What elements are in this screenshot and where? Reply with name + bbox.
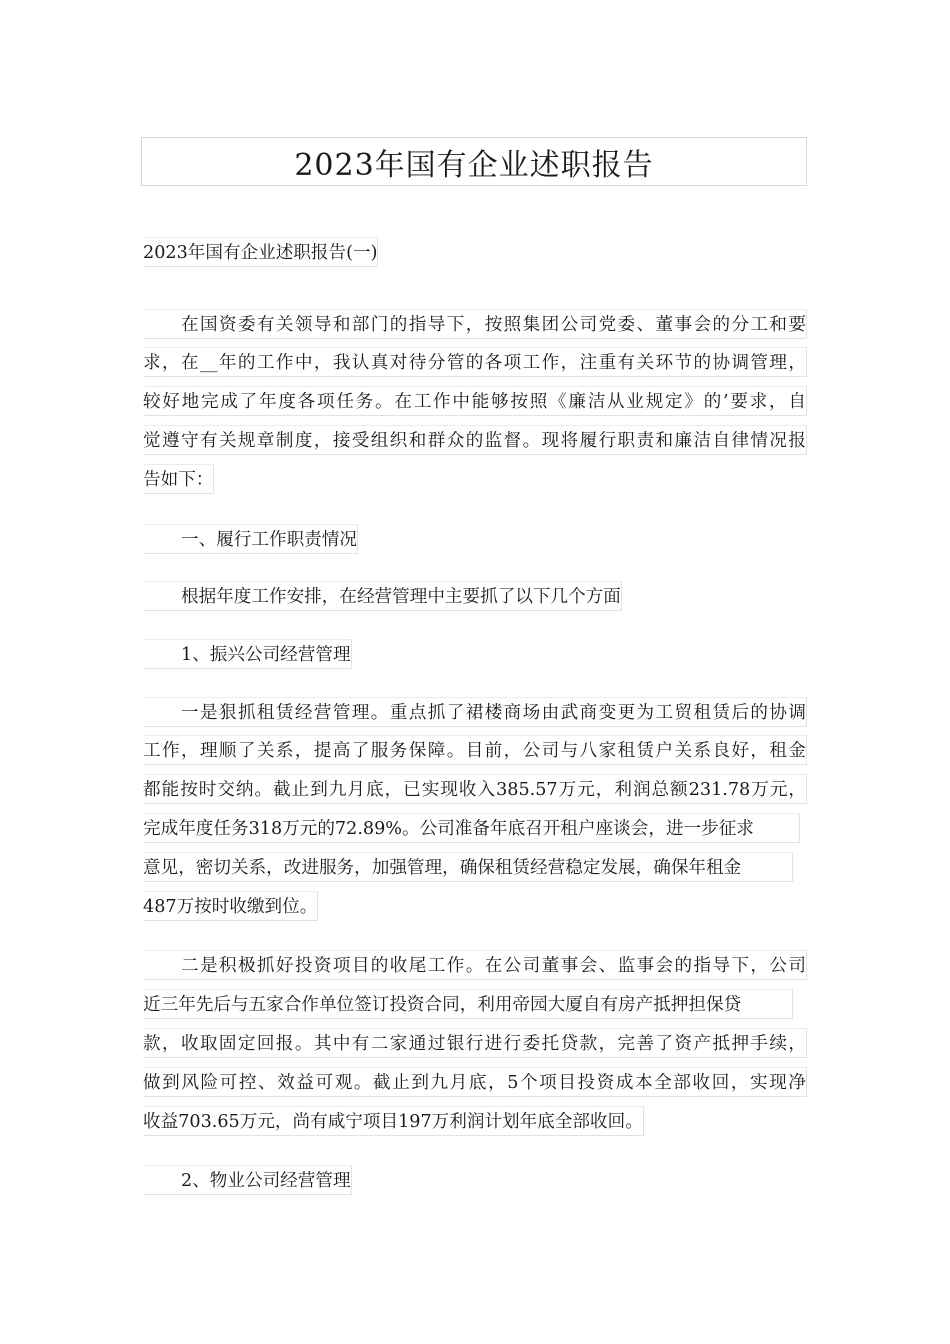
paragraph-line: 觉遵守有关规章制度，接受组织和群众的监督。现将履行职责和廉洁自律情况报 [143, 425, 807, 455]
paragraph-line: 告如下： [143, 464, 214, 494]
item-heading: 1、振兴公司经营管理 [143, 639, 352, 669]
paragraph-line: 近三年先后与五家合作单位签订投资合同，利用帝园大厦自有房产抵押担保贷 [143, 989, 793, 1019]
paragraph-line: 求，在__年的工作中，我认真对待分管的各项工作，注重有关环节的协调管理， [143, 347, 807, 377]
report-subtitle: 2023年国有企业述职报告(一) [143, 237, 378, 267]
item-heading: 2、物业公司经营管理 [143, 1165, 352, 1195]
paragraph-line: 做到风险可控、效益可观。截止到九月底，5个项目投资成本全部收回，实现净 [143, 1067, 807, 1097]
paragraph-line: 都能按时交纳。截止到九月底，已实现收入385.57万元，利润总额231.78万元， [143, 774, 807, 804]
paragraph-line: 在国资委有关领导和部门的指导下，按照集团公司党委、董事会的分工和要 [143, 309, 807, 339]
paragraph-line: 完成年度任务318万元的72.89%。公司准备年底召开租户座谈会，进一步征求 [143, 813, 800, 843]
document-title: 2023年国有企业述职报告 [141, 137, 807, 186]
section-heading: 一、履行工作职责情况 [143, 524, 358, 554]
paragraph-line: 收益703.65万元，尚有咸宁项目197万利润计划年底全部收回。 [143, 1106, 644, 1136]
paragraph-line: 487万按时收缴到位。 [143, 891, 318, 921]
section-lead: 根据年度工作安排，在经营管理中主要抓了以下几个方面 [143, 581, 622, 611]
paragraph-line: 较好地完成了年度各项任务。在工作中能够按照《廉洁从业规定》的’要求，自 [143, 386, 807, 416]
paragraph-line: 意见，密切关系，改进服务，加强管理，确保租赁经营稳定发展，确保年租金 [143, 852, 793, 882]
paragraph-line: 一是狠抓租赁经营管理。重点抓了裙楼商场由武商变更为工贸租赁后的协调 [143, 697, 807, 727]
paragraph-line: 二是积极抓好投资项目的收尾工作。在公司董事会、监事会的指导下，公司 [143, 950, 807, 980]
paragraph-line: 工作，理顺了关系，提高了服务保障。目前，公司与八家租赁户关系良好，租金 [143, 735, 807, 765]
paragraph-line: 款，收取固定回报。其中有二家通过银行进行委托贷款，完善了资产抵押手续， [143, 1028, 807, 1058]
